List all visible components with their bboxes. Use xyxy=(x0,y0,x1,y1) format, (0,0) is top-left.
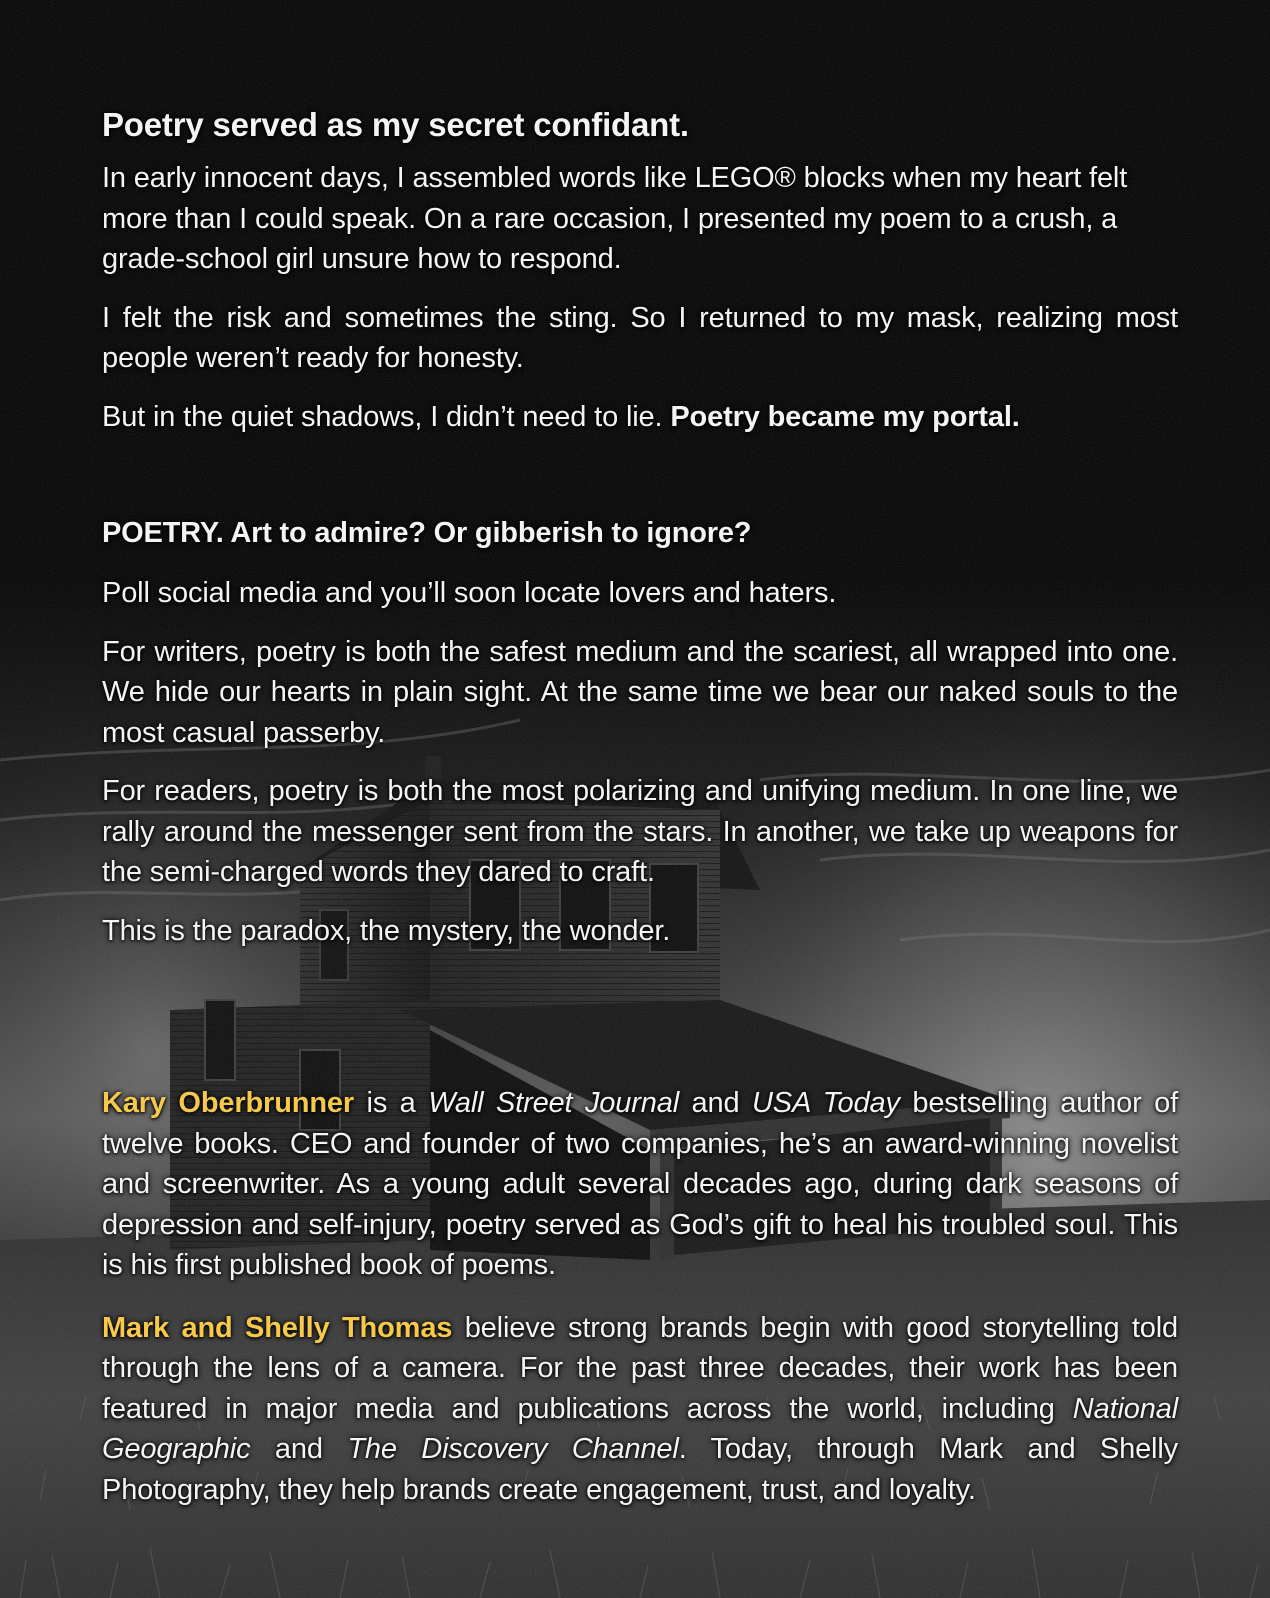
section2-heading: POETRY. Art to admire? Or gibberish to ignore? xyxy=(102,517,752,549)
bio-kary-text-3: bestselling author of twelve books. CEO and founder of two companies, he’s an award-winning novelist and screenwriter. As a young adult several decades ago, during dark seasons of depression and self-injury, poetry served as God’s gift to heal his troubled soul. This is his first published book of poems. xyxy=(102,1087,1178,1281)
section2-paragraph-3: For readers, poetry is both the most polarizing and unifying medium. In one line, we rally around the messenger sent from the stars. In another, we take up weapons for the semi-charged words they dared to craft. xyxy=(102,775,1178,888)
bio-thomas xyxy=(102,1308,1178,1511)
photographer-name-thomas: Mark and Shelly Thomas xyxy=(102,1311,453,1344)
author-name-kary: Kary Oberbrunner xyxy=(102,1087,354,1119)
section1-heading: Poetry served as my secret confidant. xyxy=(102,106,689,143)
bio-kary-text-1: is a xyxy=(354,1087,429,1119)
bio-kary-italic-2: USA Today xyxy=(752,1087,900,1119)
section1-paragraph-2: I felt the risk and sometimes the sting. So I returned to my mask, realizing most people weren’t ready for honesty. xyxy=(102,301,1178,374)
bio-thomas-text-3: . Today, through Mark and Shelly Photography, they help brands create engagement, trust, and loyalty. xyxy=(102,1433,1178,1506)
section1-paragraph-3-bold: Poetry became my portal. xyxy=(670,400,1020,433)
bio-kary-text-2: and xyxy=(679,1087,753,1119)
bio-thomas-text-1: believe strong brands begin with good storytelling told through the lens of a camera. For the past three decades, their work has been featured in major media and publications across the world, including xyxy=(102,1311,1179,1425)
section1-paragraph-3-lead: But in the quiet shadows, I didn’t need to lie. xyxy=(102,400,671,433)
text-column xyxy=(102,100,1178,1532)
bio-thomas-italic-2: The Discovery Channel xyxy=(347,1433,679,1465)
section2-paragraph-1: Poll social media and you’ll soon locate lovers and haters. xyxy=(102,577,837,609)
bio-kary xyxy=(102,1083,1178,1286)
section2-paragraph-4: This is the paradox, the mystery, the wonder. xyxy=(102,914,671,947)
bio-thomas-italic-1: National Geographic xyxy=(102,1392,1178,1465)
bio-kary-italic-1: Wall Street Journal xyxy=(428,1087,680,1119)
section1-paragraph-3 xyxy=(102,397,1178,438)
section2-paragraph-2: For writers, poetry is both the safest medium and the scariest, all wrapped into one. We hide our hearts in plain sight. At the same time we bear our naked souls to the most casual passerby. xyxy=(102,635,1178,749)
bio-thomas-text-2: and xyxy=(250,1433,348,1465)
section1-paragraph-1: In early innocent days, I assembled words like LEGO® blocks when my heart felt more than I could speak. On a rare occasion, I presented my poem to a crush, a grade-school girl unsure how to respond. xyxy=(102,162,1128,275)
